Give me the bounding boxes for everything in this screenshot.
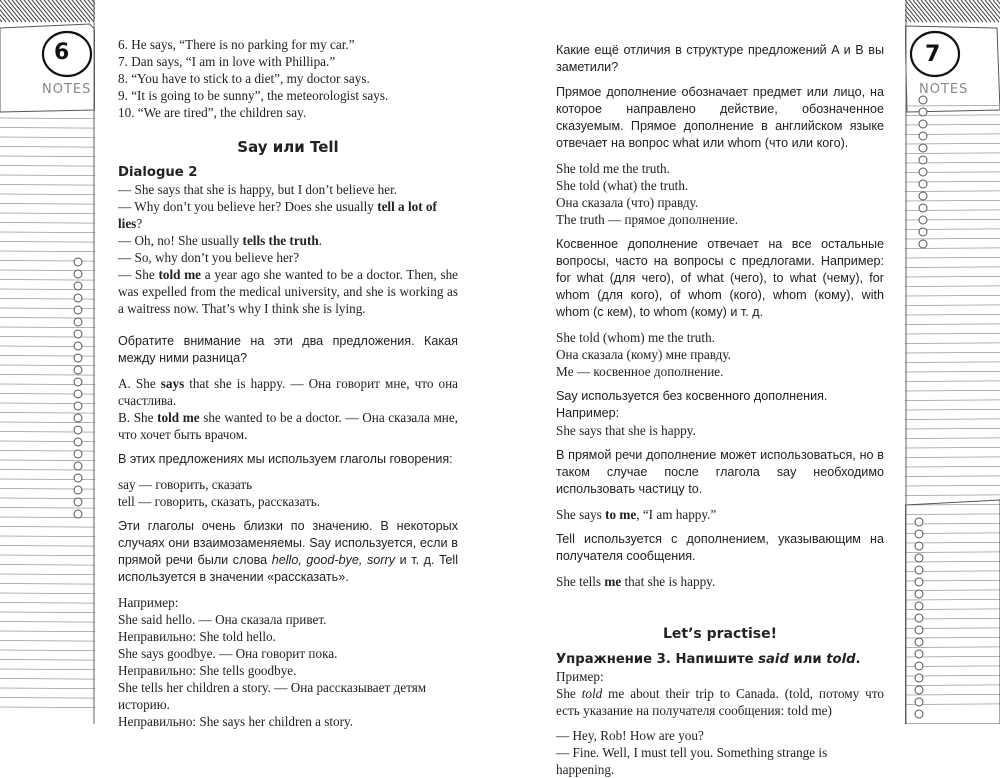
- list-item: 7. Dan says, “I am in love with Phillipa.”: [118, 54, 336, 69]
- verb-tell: tell — говорить, сказать, рассказать.: [118, 494, 321, 509]
- example-label: Например:: [118, 595, 179, 610]
- notes-strip-lines: [0, 0, 95, 724]
- verb-say: say — говорить, сказать: [118, 477, 253, 492]
- tell-note: Tell используется с дополнением, указывающим на получателя сообщения.: [556, 532, 884, 563]
- example-line: She told (whom) me the truth.: [556, 330, 715, 345]
- indirect-object-paragraph: Косвенное дополнение отвечает на все остальные вопросы, часто на вопросы с предлогами. Например: for what (для чего), of what (чего), to what (чему), for whom (для кого), of whom (кого), whom (кому), with whom (с кем), to whom (кому) и т. д.: [556, 237, 884, 319]
- dialogue-line: — She told me a year ago she wanted to be a doctor. Then, she was expelled from the medical university, and she is working as a waitress now. That’s why I think she is lying.: [118, 267, 459, 316]
- say-note: Say используется без косвенного дополнения. Например:: [556, 389, 828, 420]
- list-item: 8. “You have to stick to a diet”, my doctor says.: [118, 71, 370, 86]
- example-line: She told (what) the truth.: [556, 178, 689, 193]
- right-page-column: [556, 42, 884, 778]
- question-paragraph: Какие ещё отличия в структуре предложений A и B вы заметили?: [556, 43, 884, 74]
- notes-strip-right: [905, 0, 1000, 724]
- example-a: A. She says that she is happy. — Она говорит мне, что она счастлива.: [118, 376, 458, 408]
- attention-paragraph: Обратите внимание на эти два предложения. Какая между ними разница?: [118, 334, 458, 365]
- notes-strip-left: [0, 0, 95, 724]
- left-page-column: [118, 36, 458, 730]
- dialogue-line: — Hey, Rob! How are you?: [556, 728, 704, 743]
- example-line: The truth — прямое дополнение.: [556, 212, 738, 227]
- example-line: She told me the truth.: [556, 161, 670, 176]
- page-number-right: 7: [925, 42, 941, 67]
- sample-label: Пример:: [556, 669, 604, 684]
- example-line: Me — косвенное дополнение.: [556, 364, 724, 379]
- dialogue-line: — Oh, no! She usually tells the truth.: [118, 233, 323, 248]
- closeness-paragraph: Эти глаголы очень близки по значению. В некоторых случаях они взаимозаменяемы. Say используется, если в прямой речи были слова hello, good-bye, sorry и т. д. Tell используется в значении «рассказать».: [118, 519, 458, 584]
- example-line: Она сказала (кому) мне правду.: [556, 347, 731, 362]
- dialogue-line: — So, why don’t you believe her?: [118, 250, 300, 265]
- sample-sentence: She told me about their trip to Canada. (told, потому что есть указание на получателя сообщения: told me): [556, 686, 884, 718]
- list-item: 9. “It is going to be sunny”, the meteorologist says.: [118, 88, 389, 103]
- example-line: She says that she is happy.: [556, 423, 696, 438]
- dialogue-line: — Why don’t you believe her? Does she usually tell a lot of lies?: [118, 199, 437, 231]
- page-number-left: 6: [54, 40, 70, 65]
- notes-label-right: NOTES: [919, 82, 969, 97]
- example-b: B. She told me she wanted to be a doctor. — Она сказала мне, что хочет быть врачом.: [118, 410, 458, 442]
- example-line: She tells me that she is happy.: [556, 574, 716, 589]
- section-title: Say или Tell: [237, 138, 339, 156]
- dialogue-line: — Fine. Well, I must tell you. Something strange is happening.: [556, 745, 828, 777]
- list-item: 10. “We are tired”, the children say.: [118, 105, 307, 120]
- direct-speech-paragraph: В прямой речи дополнение может использоваться, но в таком случае после глагола say необходимо использовать частицу to.: [556, 448, 884, 496]
- verbs-intro: В этих предложениях мы используем глаголы говорения:: [118, 452, 453, 466]
- example-line: She says goodbye. — Она говорит пока.: [118, 646, 338, 661]
- example-line: Неправильно: She told hello.: [118, 629, 276, 644]
- example-line: She said hello. — Она сказала привет.: [118, 612, 327, 627]
- practise-title: Let’s practise!: [662, 626, 777, 642]
- dialogue-title: Dialogue 2: [118, 165, 198, 180]
- notes-label-left: NOTES: [42, 82, 92, 97]
- example-line: She tells her children a story. — Она рассказывает детям историю.: [118, 680, 427, 712]
- notes-strip-lines: [905, 0, 1000, 724]
- example-line: Она сказала (что) правду.: [556, 195, 699, 210]
- example-line: Неправильно: She tells goodbye.: [118, 663, 297, 678]
- list-item: 6. He says, “There is no parking for my car.”: [118, 37, 355, 52]
- example-line: She says to me, “I am happy.”: [556, 507, 717, 522]
- direct-object-paragraph: Прямое дополнение обозначает предмет или лицо, на которое направлено действие, обозначенное сказуемым. Прямое дополнение в английском языке отвечает на вопрос what или whom (что или кого).: [556, 85, 884, 150]
- dialogue-line: — She says that she is happy, but I don’t believe her.: [118, 182, 398, 197]
- example-line: Неправильно: She says her children a story.: [118, 714, 354, 729]
- exercise-title: Упражнение 3. Напишите said или told.: [556, 652, 861, 667]
